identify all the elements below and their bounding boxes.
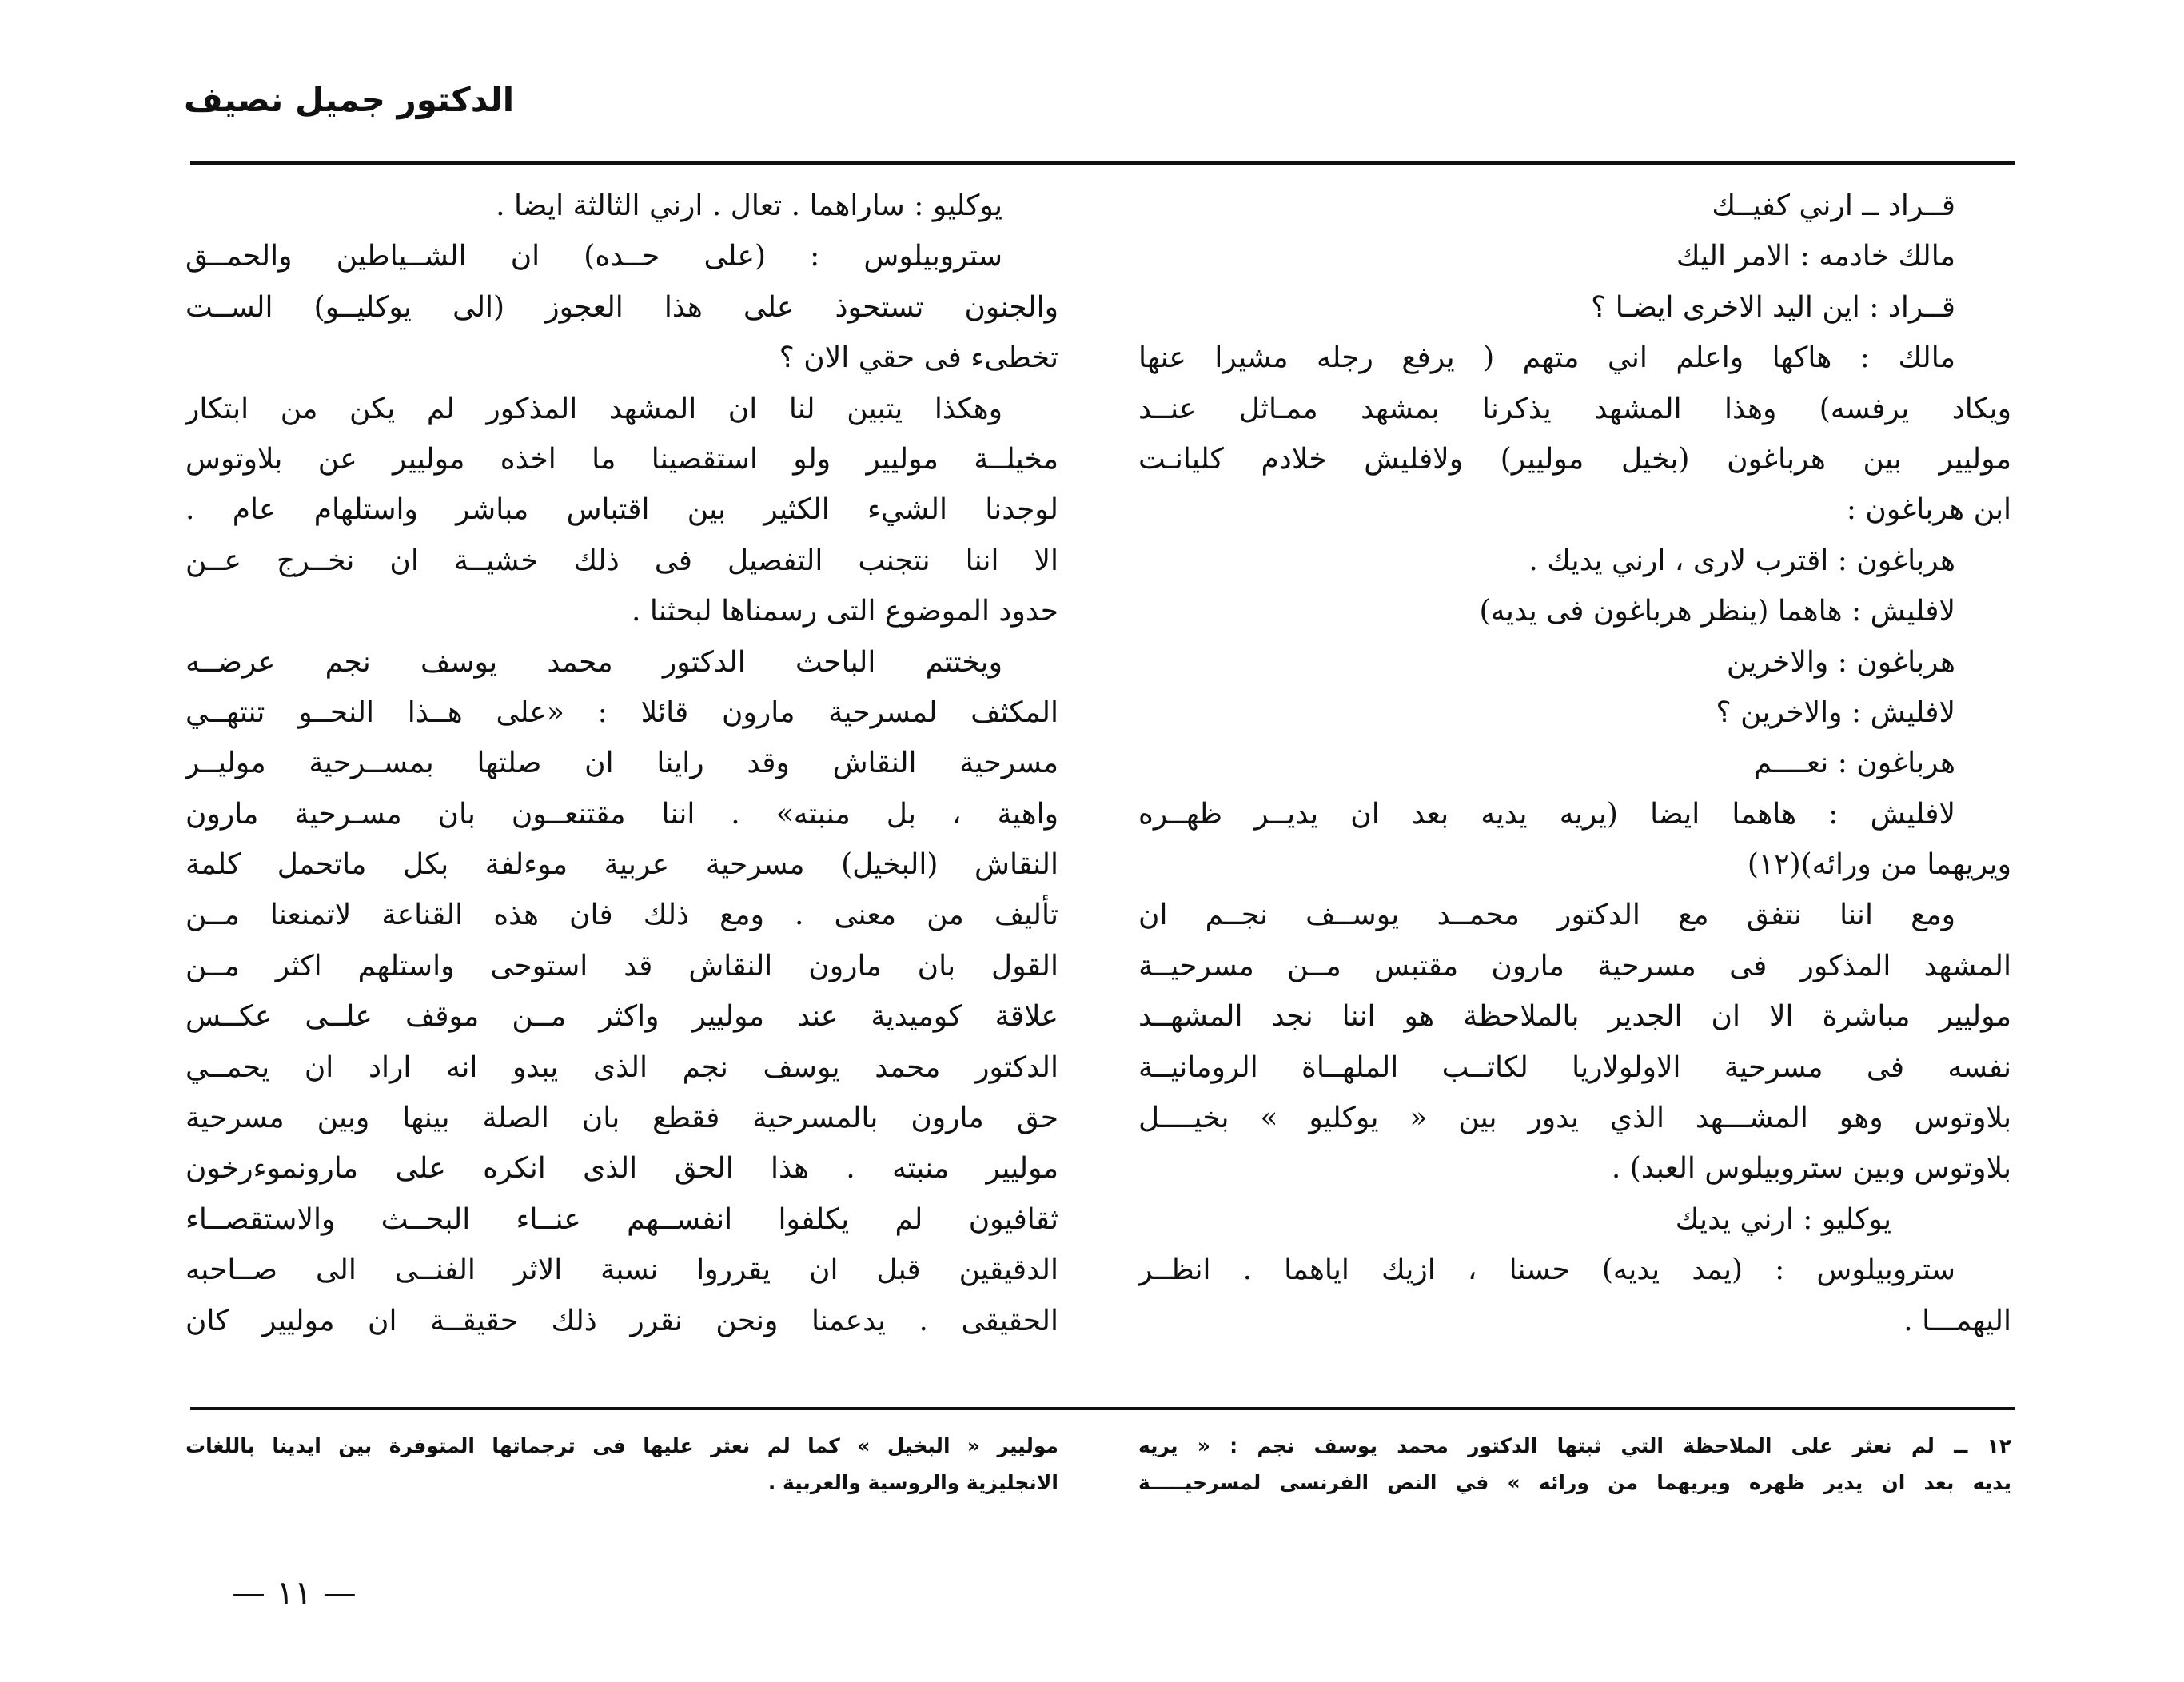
text-line: والجنون تستحوذ على هذا العجوز (الى يوكليــو) الســت [185, 290, 1058, 324]
text-line: لوجدنا الشيء الكثير بين اقتباس مباشر واستلهام عام . [185, 493, 1058, 527]
text-line: مخيلــة موليير ولو استقصينا ما اخذه موليير عن بلاوتوس [185, 442, 1058, 476]
text-line: النقاش (البخيل) مسرحية عربية موءلفة بكل ماتحمل كلمة [185, 848, 1058, 882]
text-line: حق مارون بالمسرحية فقطع بان الصلة بينها وبين مسرحية [185, 1102, 1058, 1135]
footnote-line: ١٢ ــ لم نعثر على الملاحظة التي ثبتها الدكتور محمد يوسف نجم : « يريه [1138, 1434, 2011, 1457]
text-line: تخطىء فى حقي الان ؟ [779, 341, 1058, 375]
text-line: لافليش : هاهما (ينظر هرباغون فى يديه) [1479, 595, 1955, 628]
text-line: مالك خادمه : الامر اليك [1676, 240, 1955, 273]
text-line: الدقيقين قبل ان يقرروا نسبة الاثر الفنــى الى صــاحبه [185, 1254, 1058, 1287]
text-line: يوكليو : ارني يديك [1675, 1202, 1891, 1236]
text-line: حدود الموضوع التى رسمناها لبحثنا . [631, 595, 1058, 628]
text-line: لافليش : والاخرين ؟ [1716, 696, 1955, 729]
text-line: وهكذا يتبين لنا ان المشهد المذكور لم يكن من ابتكار [185, 392, 1002, 425]
text-line: هرباغون : اقترب لارى ، ارني يديك . [1528, 544, 1955, 577]
header-rule [190, 161, 2015, 165]
footnote-right [1138, 1428, 2011, 1524]
text-line: ستروبيلوس : (على حــده) ان الشــياطين والحمــق [185, 240, 1002, 273]
text-line: ثقافيون لم يكلفوا انفســهم عنــاء البحــث والاستقصــاء [185, 1202, 1058, 1236]
footnote-left [185, 1428, 1058, 1524]
text-line: نفسه فى مسرحية الاولولاريا لكاتــب الملهــاة الرومانيــة [1138, 1050, 2011, 1084]
text-line: بلاوتوس وهو المشـــهد الذي يدور بين « يوكليو » بخيــــل [1138, 1102, 2011, 1135]
text-line: اليهمـــا . [1903, 1304, 2011, 1337]
text-line: علاقة كوميدية عند موليير واكثر مــن موقف علــى عكــس [185, 1000, 1058, 1034]
text-line: واهية ، بل منبته» . اننا مقتنعــون بان مسـرحية مارون [185, 797, 1058, 831]
text-line: قــراد : اين اليد الاخرى ايضـا ؟ [1591, 290, 1955, 324]
text-line: ابن هرباغون : [1846, 493, 2011, 527]
text-line: ويختتم الباحث الدكتور محمد يوسف نجم عرضــه [185, 645, 1002, 679]
text-line: قــراد ــ ارني كفيــك [1712, 189, 1955, 222]
text-line: المشهد المذكور فى مسرحية مارون مقتبس مــن مسرحيــة [1138, 949, 2011, 982]
text-line: القول بان مارون النقاش قد استوحى واستلهم اكثر مــن [185, 949, 1058, 982]
text-line: هرباغون : والاخرين [1726, 645, 1955, 679]
text-line: الدكتور محمد يوسف نجم الذى يبدو انه اراد ان يحمــي [185, 1050, 1058, 1084]
footnote-line: الانجليزية والروسية والعربية . [767, 1471, 1058, 1494]
text-line: ستروبيلوس : (يمد يديه) حسنا ، ازيك اياهما . انظــر [1138, 1254, 1955, 1287]
footnote-rule [190, 1407, 2015, 1410]
text-line: موليير بين هرباغون (بخيل موليير) ولافليش خلادم كليانـت [1138, 442, 2011, 476]
page-number: — ١١ — [232, 1573, 357, 1612]
text-line: الا اننا نتجنب التفصيل فى ذلك خشيــة ان نخــرج عــن [185, 544, 1058, 577]
footnote-line: موليير « البخيل » كما لم نعثر عليها فى ترجماتها المتوفرة بين ايدينا باللغات [185, 1434, 1058, 1457]
text-line: هرباغون : نعــــم [1753, 747, 1955, 780]
text-line: مسرحية النقاش وقد راينا ان صلتها بمســرحية موليــر [185, 747, 1058, 780]
text-line: موليير مباشرة الا ان الجدير بالملاحظة هو اننا نجد المشهــد [1138, 1000, 2011, 1034]
left-text-column [185, 181, 1058, 1396]
text-line: الحقيقى . يدعمنا ونحن نقرر ذلك حقيقــة ان موليير كان [185, 1304, 1058, 1337]
text-line: ويريهما من ورائه)(١٢) [1747, 848, 2011, 882]
text-line: موليير منبته . هذا الحق الذى انكره على مارونموءرخون [185, 1152, 1058, 1186]
text-line: لافليش : هاهما ايضا (يريه يديه بعد ان يديــر ظهــره [1138, 797, 1955, 831]
text-line: تأليف من معنى . ومع ذلك فان هذه القناعة لاتمنعنا مــن [185, 899, 1058, 932]
running-header-title: الدكتور جميل نصيف [184, 80, 515, 119]
footnote-line: يديه بعد ان يدير ظهره ويريهما من ورائه » في النص الفرنسى لمسرحيـــــة [1138, 1471, 2011, 1494]
right-text-column [1138, 181, 2011, 1396]
text-line: المكثف لمسرحية مارون قائلا : «على هــذا النحــو تنتهــي [185, 696, 1058, 729]
text-line: يوكليو : ساراهما . تعال . ارني الثالثة ايضا . [496, 189, 1002, 222]
text-line: ويكاد يرفسه) وهذا المشهد يذكرنا بمشهد ممـاثل عنــد [1138, 392, 2011, 425]
text-line: مالك : هاكها واعلم اني متهم ( يرفع رجله مشيرا عنها [1138, 341, 1955, 375]
text-line: ومع اننا نتفق مع الدكتور محمــد يوســف نجــم ان [1138, 899, 1955, 932]
text-line: بلاوتوس وبين ستروبيلوس العبد) . [1611, 1152, 2011, 1186]
